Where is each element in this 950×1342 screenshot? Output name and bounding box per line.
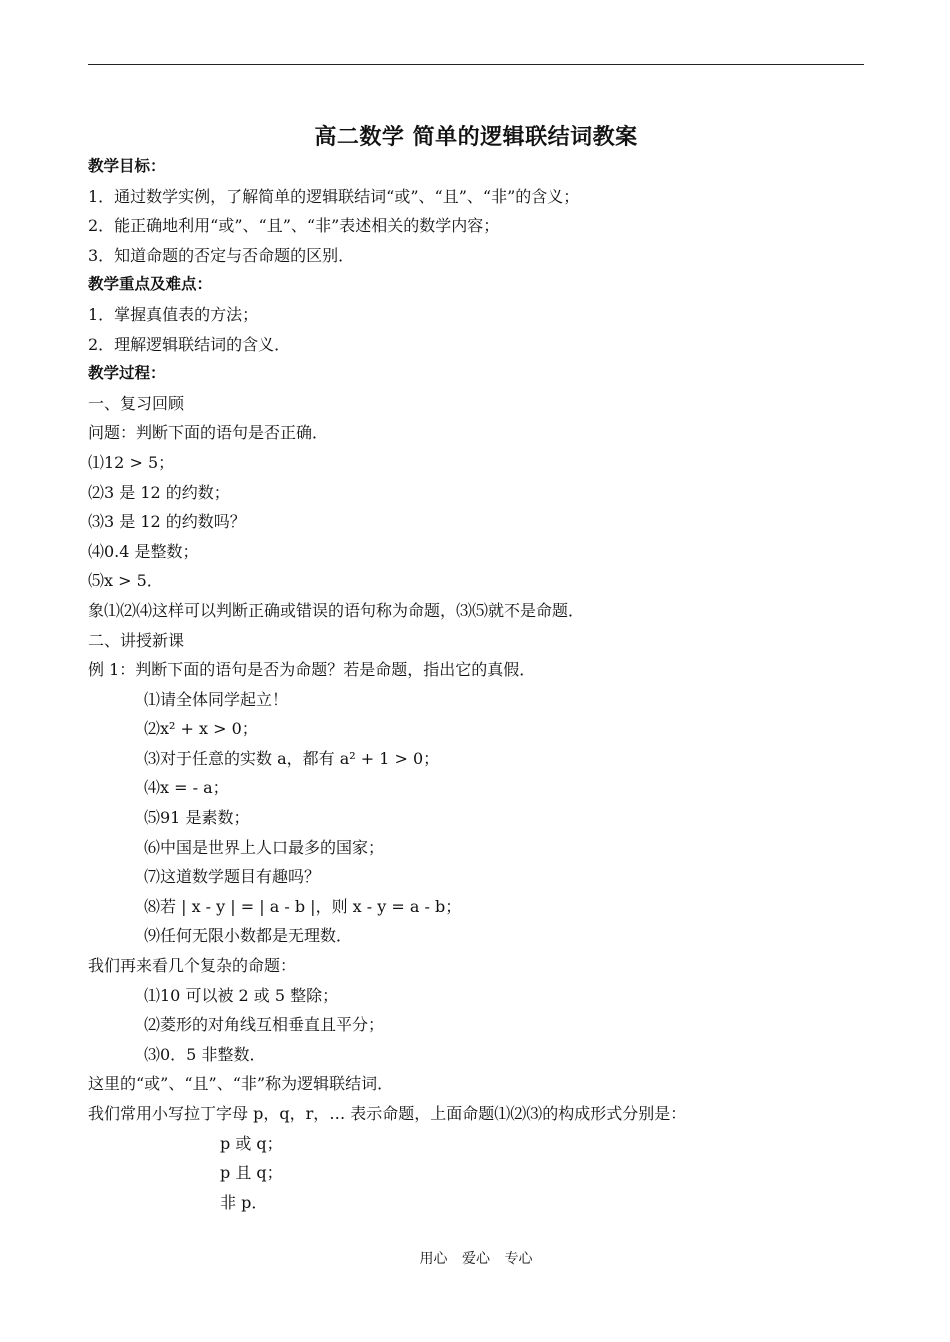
text-line: ⑻若 | x - y | = | a - b |，则 x - y = a - b； bbox=[144, 896, 462, 916]
text-line: 一、复习回顾 bbox=[88, 393, 185, 413]
text-line: ⑼任何无限小数都是无理数． bbox=[144, 926, 353, 946]
text-line: ⑷0.4 是整数； bbox=[88, 541, 199, 561]
text-line: 这里的“或”、“且”、“非”称为逻辑联结词． bbox=[88, 1074, 394, 1094]
text-line: 1．掌握真值表的方法； bbox=[88, 304, 259, 324]
text-line: 3．知道命题的否定与否命题的区别． bbox=[88, 245, 355, 265]
text-line: 1．通过数学实例，了解简单的逻辑联结词“或”、“且”、“非”的含义； bbox=[88, 186, 580, 206]
text-line: 2．能正确地利用“或”、“且”、“非”表述相关的数学内容； bbox=[88, 216, 500, 236]
page-title: 高二数学 简单的逻辑联结词教案 bbox=[314, 125, 638, 150]
text-line: ⑶3 是 12 的约数吗？ bbox=[88, 512, 246, 532]
text-line: ⑴10 可以被 2 或 5 整除； bbox=[144, 985, 339, 1005]
header-rule bbox=[88, 64, 864, 65]
text-line: 象⑴⑵⑷这样可以判断正确或错误的语句称为命题，⑶⑸就不是命题． bbox=[88, 600, 585, 620]
text-line: ⑸91 是素数； bbox=[144, 808, 250, 828]
text-line: 例 1：判断下面的语句是否为命题？若是命题，指出它的真假． bbox=[88, 660, 536, 680]
text-line: p 且 q； bbox=[220, 1163, 283, 1183]
text-line: 问题：判断下面的语句是否正确． bbox=[88, 423, 329, 443]
text-line: ⑶0．5 非整数． bbox=[144, 1044, 266, 1064]
text-line: ⑵菱形的对角线互相垂直且平分； bbox=[144, 1015, 385, 1035]
text-line: p 或 q； bbox=[220, 1133, 283, 1153]
text-line: ⑸x > 5． bbox=[88, 571, 163, 591]
text-line: ⑵x² + x > 0； bbox=[144, 719, 258, 739]
text-line: 二、讲授新课 bbox=[88, 630, 185, 650]
document-body bbox=[88, 152, 864, 1217]
text-line: ⑹中国是世界上人口最多的国家； bbox=[144, 837, 385, 857]
section-heading: 教学重点及难点： bbox=[88, 275, 213, 294]
text-line: ⑶对于任意的实数 a，都有 a² + 1 > 0； bbox=[144, 748, 440, 768]
text-line: ⑺这道数学题目有趣吗？ bbox=[144, 867, 321, 887]
text-line: 我们常用小写拉丁字母 p，q，r，… 表示命题，上面命题⑴⑵⑶的构成形式分别是： bbox=[88, 1104, 687, 1123]
text-line: ⑷x = - a； bbox=[144, 778, 229, 798]
text-line: 非 p． bbox=[220, 1192, 268, 1212]
section-heading: 教学过程： bbox=[88, 364, 166, 383]
page-footer: 用心 爱心 专心 bbox=[419, 1251, 533, 1267]
text-line: ⑴12 > 5； bbox=[88, 452, 175, 472]
text-line: 2．理解逻辑联结词的含义． bbox=[88, 334, 291, 354]
text-line: ⑵3 是 12 的约数； bbox=[88, 482, 230, 502]
section-heading: 教学目标： bbox=[88, 157, 166, 175]
text-line: ⑴请全体同学起立！ bbox=[144, 689, 289, 709]
text-line: 我们再来看几个复杂的命题： bbox=[88, 956, 297, 976]
